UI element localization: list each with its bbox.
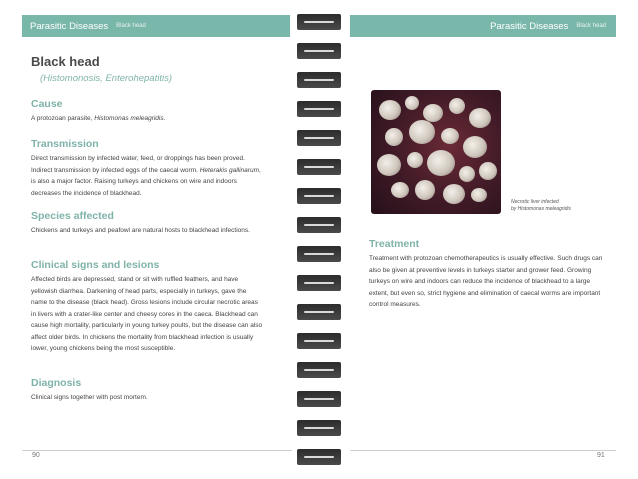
- binding-ring: [297, 304, 341, 320]
- transmission-body-1: Direct transmission by infected water, feed, or droppings has been proved. Indirect transmission by infected eggs of the caecal worm.: [31, 155, 245, 174]
- transmission-heading: Transmission: [31, 138, 99, 150]
- binding-ring: [297, 43, 341, 59]
- page-number-right: 91: [597, 452, 605, 459]
- binding-ring: [297, 14, 341, 30]
- binding-ring: [297, 101, 341, 117]
- header-subtitle-right: Black head: [576, 23, 606, 29]
- section-diagnosis: [31, 377, 263, 404]
- clinical-heading: Clinical signs and lesions: [31, 259, 160, 271]
- binding-ring: [297, 333, 341, 349]
- footer-divider-left: [22, 450, 292, 451]
- section-treatment: [369, 238, 609, 311]
- binding-ring: [297, 159, 341, 175]
- header-subtitle-left: Black head: [116, 23, 146, 29]
- diagnosis-heading: Diagnosis: [31, 377, 82, 389]
- cause-body-italic: Histomonas meleagridis: [94, 115, 164, 122]
- photo-caption-line2: by Histomonas meleagridis: [511, 206, 572, 212]
- cause-body: [31, 113, 263, 125]
- binding-ring: [297, 420, 341, 436]
- species-heading: Species affected: [31, 210, 114, 222]
- cause-heading: Cause: [31, 98, 63, 110]
- header-title-right: Parasitic Diseases: [490, 20, 569, 32]
- diagnosis-body: Clinical signs together with post mortem.: [31, 394, 148, 401]
- photo-caption: [511, 199, 571, 213]
- binding-ring: [297, 391, 341, 407]
- treatment-heading: Treatment: [369, 238, 420, 250]
- cause-body-prefix: A protozoan parasite,: [31, 115, 95, 122]
- transmission-body: [31, 153, 263, 199]
- page-number-left: 90: [32, 452, 40, 459]
- binding-ring: [297, 246, 341, 262]
- liver-photo: [371, 90, 501, 214]
- transmission-body-2: , is also a major factor. Raising turkeys and chickens on wire and indoors decreases the incidence of blackhead.: [31, 166, 261, 197]
- treatment-body: Treatment with protozoan chemotherapeutics is usually effective. Such drugs can also be given at preventive levels in turkeys starter and grower feed. Growing turkeys on wire and indoors can reduce the incidence of blackhead to a large extent, but even so, strict hygiene and elimination of caecal worms are important control measures.: [369, 255, 603, 308]
- section-species: [31, 210, 263, 237]
- binding-ring: [297, 72, 341, 88]
- binding-ring: [297, 449, 341, 465]
- spiral-binding: [297, 0, 341, 479]
- cause-body-suffix: .: [163, 115, 166, 122]
- clinical-body: Affected birds are depressed, stand or sit with ruffled feathers, and have yellowish diarrhea. Darkening of head parts, especially in turkeys, gave the name to the disease (black head). Gross lesions include circular necrotic areas in livers with a crater-like center and cheesy cores in the caeca. Blackhead can cause high mortality, particularly in young turkey poults, but the disease can also affect older birds. In chickens the mortality from blackhead infection is usually lower, young chickens being the most susceptible.: [31, 276, 263, 352]
- page-subtitle: (Histomonosis, Enterohepatitis): [40, 73, 172, 84]
- species-body: Chickens and turkeys and peafowl are natural hosts to blackhead infections.: [31, 227, 250, 234]
- binding-ring: [297, 188, 341, 204]
- section-transmission: [31, 138, 263, 199]
- section-cause: [31, 98, 263, 125]
- footer-divider-right: [350, 450, 616, 451]
- section-clinical: [31, 259, 263, 355]
- page-title-block: [31, 54, 261, 84]
- page-title: Black head: [31, 54, 100, 69]
- photo-caption-line1: Necrotic liver infected: [511, 199, 559, 205]
- binding-ring: [297, 275, 341, 291]
- binding-ring: [297, 217, 341, 233]
- binding-ring: [297, 130, 341, 146]
- header-title-left: Parasitic Diseases: [30, 20, 109, 32]
- header-bar-right: [350, 15, 616, 37]
- binding-ring: [297, 362, 341, 378]
- header-bar-left: [22, 15, 290, 37]
- transmission-body-italic: Heterakis gallinarum: [199, 166, 259, 174]
